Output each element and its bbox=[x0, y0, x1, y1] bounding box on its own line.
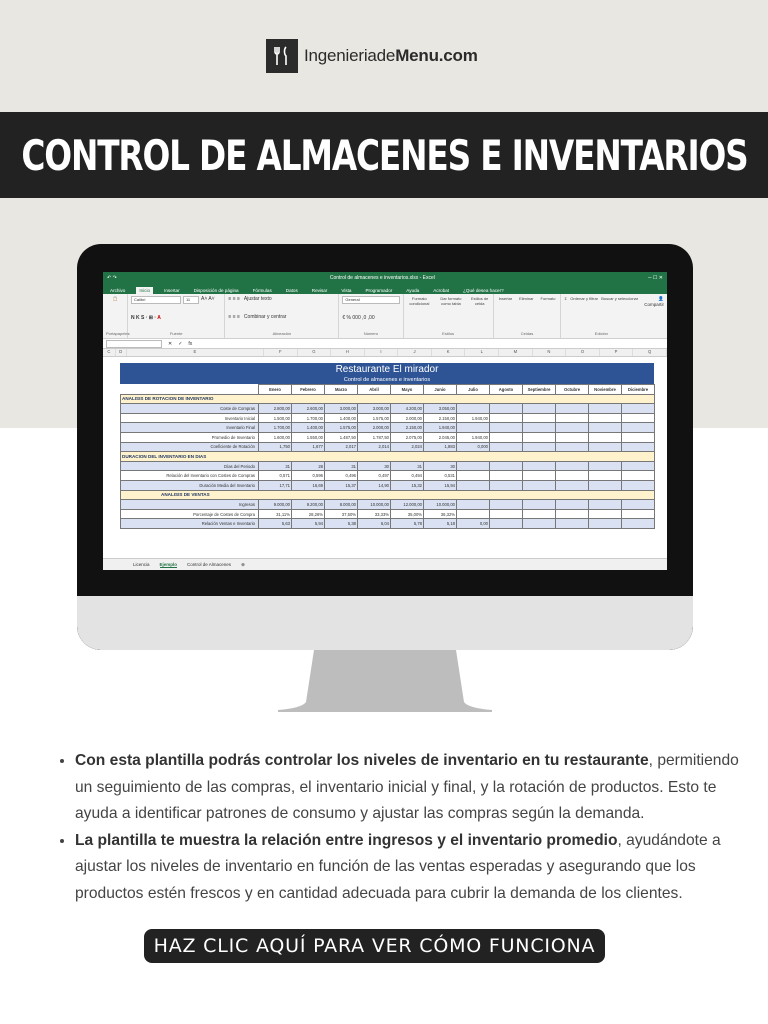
group-label: Portapapeles bbox=[106, 331, 130, 336]
value-cell[interactable]: 1.700,00 bbox=[259, 423, 292, 433]
undo-icon[interactable]: ↶ ↷ bbox=[107, 275, 117, 281]
group-clipboard bbox=[103, 294, 128, 338]
ribbon-tabs bbox=[103, 284, 667, 294]
logo-text bbox=[304, 46, 478, 66]
function-icon[interactable]: fx bbox=[188, 340, 193, 347]
table-row bbox=[121, 432, 655, 442]
value-cell[interactable]: 0,496 bbox=[325, 471, 358, 481]
value-cell[interactable] bbox=[490, 509, 523, 519]
value-cell[interactable] bbox=[556, 442, 589, 452]
name-box[interactable] bbox=[106, 340, 162, 348]
value-cell[interactable] bbox=[490, 461, 523, 471]
sheet-tab[interactable]: Control de Almacenes bbox=[187, 562, 232, 567]
value-cell[interactable] bbox=[556, 404, 589, 414]
value-cell[interactable]: 17,71 bbox=[259, 480, 292, 490]
value-cell[interactable]: 1.575,00 bbox=[325, 423, 358, 433]
value-cell[interactable] bbox=[622, 404, 655, 414]
value-cell[interactable] bbox=[622, 423, 655, 433]
group-cells bbox=[494, 294, 562, 338]
row-label[interactable]: Porcentaje de Costes de Compra bbox=[121, 509, 259, 519]
value-cell[interactable]: 1.487,50 bbox=[325, 432, 358, 442]
value-cell[interactable]: 35,00% bbox=[391, 509, 424, 519]
value-cell[interactable] bbox=[556, 500, 589, 510]
sheet-tab[interactable]: Licencia bbox=[133, 562, 150, 567]
tab-file[interactable]: Archivo bbox=[110, 288, 126, 293]
table-row bbox=[121, 413, 655, 423]
month-header[interactable]: Enero bbox=[259, 385, 292, 395]
value-cell[interactable] bbox=[556, 413, 589, 423]
month-header-row bbox=[121, 385, 655, 395]
month-header[interactable]: Julio bbox=[457, 385, 490, 395]
value-cell[interactable]: 3.050,00 bbox=[424, 404, 457, 414]
value-cell[interactable] bbox=[523, 519, 556, 529]
value-cell[interactable]: 1,750 bbox=[259, 442, 292, 452]
site-logo[interactable] bbox=[266, 38, 478, 74]
value-cell[interactable]: 5,78 bbox=[391, 519, 424, 529]
value-cell[interactable] bbox=[589, 461, 622, 471]
formula-bar[interactable] bbox=[103, 339, 667, 349]
section-title[interactable]: DURACION DEL INVENTARIO EN DIAS bbox=[121, 452, 655, 462]
find-select-button[interactable]: Buscar y seleccionar bbox=[601, 296, 639, 301]
column-header[interactable]: P bbox=[600, 349, 634, 356]
section-header-row bbox=[121, 452, 655, 462]
value-cell[interactable]: 0,571 bbox=[259, 471, 292, 481]
column-header[interactable]: G bbox=[298, 349, 332, 356]
bullet-bold: La plantilla te muestra la relación entre ingresos y el inventario promedio bbox=[75, 831, 618, 849]
value-cell[interactable]: 4.200,00 bbox=[391, 404, 424, 414]
value-cell[interactable] bbox=[589, 423, 622, 433]
value-cell[interactable]: 1.575,00 bbox=[358, 413, 391, 423]
value-cell[interactable]: 2.000,00 bbox=[391, 413, 424, 423]
column-header[interactable]: Q bbox=[633, 349, 667, 356]
value-cell[interactable]: 33,33% bbox=[358, 509, 391, 519]
value-cell[interactable] bbox=[622, 500, 655, 510]
value-cell[interactable]: 10.000,00 bbox=[358, 500, 391, 510]
column-header[interactable]: O bbox=[566, 349, 600, 356]
value-cell[interactable] bbox=[622, 480, 655, 490]
sort-filter-button[interactable]: Ordenar y filtrar bbox=[570, 296, 599, 301]
window-title: Control de almacenes e inventarios.xlsx - Excel bbox=[329, 275, 435, 281]
add-sheet-icon[interactable]: ⊕ bbox=[241, 561, 245, 567]
value-cell[interactable] bbox=[523, 442, 556, 452]
share-button[interactable] bbox=[641, 294, 667, 338]
tab-ribbon[interactable]: Inicio bbox=[136, 287, 153, 294]
format-table-button[interactable]: Dar formato como tabla bbox=[440, 296, 462, 306]
format-button[interactable]: Formato bbox=[540, 296, 556, 301]
value-cell[interactable] bbox=[490, 404, 523, 414]
column-header[interactable]: C bbox=[103, 349, 116, 356]
tab-ribbon[interactable]: Disposición de página bbox=[193, 288, 239, 293]
table-row bbox=[121, 500, 655, 510]
insert-button[interactable]: Insertar bbox=[498, 296, 513, 301]
table-row bbox=[121, 442, 655, 452]
value-cell[interactable]: 0,00 bbox=[457, 519, 490, 529]
cancel-icon[interactable]: ✕ bbox=[168, 340, 173, 347]
column-header[interactable]: E bbox=[127, 349, 264, 356]
column-header[interactable]: L bbox=[465, 349, 499, 356]
value-cell[interactable]: 2,014 bbox=[358, 442, 391, 452]
value-cell[interactable]: 5,94 bbox=[292, 519, 325, 529]
table-row bbox=[121, 423, 655, 433]
value-cell[interactable] bbox=[556, 423, 589, 433]
value-cell[interactable] bbox=[523, 413, 556, 423]
value-cell[interactable]: 31 bbox=[325, 461, 358, 471]
data-table bbox=[120, 384, 655, 529]
column-header[interactable]: N bbox=[533, 349, 567, 356]
table-row bbox=[121, 480, 655, 490]
value-cell[interactable]: 3.000,00 bbox=[325, 404, 358, 414]
value-cell[interactable] bbox=[523, 461, 556, 471]
column-header[interactable]: F bbox=[264, 349, 298, 356]
tab-ribbon[interactable]: Ayuda bbox=[406, 288, 420, 293]
value-cell[interactable] bbox=[622, 442, 655, 452]
value-cell[interactable] bbox=[490, 519, 523, 529]
value-cell[interactable]: 8.000,00 bbox=[325, 500, 358, 510]
value-cell[interactable] bbox=[523, 423, 556, 433]
cta-button[interactable]: HAZ CLIC AQUÍ PARA VER CÓMO FUNCIONA bbox=[144, 929, 605, 963]
column-header[interactable]: H bbox=[331, 349, 365, 356]
group-label: Estilos bbox=[442, 331, 454, 336]
month-header[interactable]: Diciembre bbox=[622, 385, 655, 395]
value-cell[interactable]: 0,497 bbox=[358, 471, 391, 481]
value-cell[interactable] bbox=[490, 471, 523, 481]
value-cell[interactable]: 2.800,00 bbox=[259, 404, 292, 414]
value-cell[interactable] bbox=[622, 471, 655, 481]
delete-button[interactable]: Eliminar bbox=[519, 296, 534, 301]
value-cell[interactable]: 16,69 bbox=[292, 480, 325, 490]
value-cell[interactable]: 6,04 bbox=[358, 519, 391, 529]
month-header[interactable]: Junio bbox=[424, 385, 457, 395]
month-header[interactable]: Abril bbox=[358, 385, 391, 395]
value-cell[interactable]: 0,596 bbox=[292, 471, 325, 481]
table-row bbox=[121, 509, 655, 519]
row-label[interactable]: Duración Media del Inventario bbox=[121, 480, 259, 490]
value-cell[interactable]: 5,63 bbox=[259, 519, 292, 529]
value-cell[interactable]: 30 bbox=[424, 461, 457, 471]
table-row bbox=[121, 461, 655, 471]
sheet-tabs bbox=[103, 558, 667, 570]
column-header[interactable]: I bbox=[365, 349, 399, 356]
row-label[interactable]: Inventario Inicial bbox=[121, 413, 259, 423]
confirm-icon[interactable]: ✓ bbox=[178, 340, 183, 347]
value-cell[interactable] bbox=[457, 500, 490, 510]
value-cell[interactable]: 1,677 bbox=[292, 442, 325, 452]
value-cell[interactable] bbox=[490, 423, 523, 433]
value-cell[interactable]: 2.000,00 bbox=[358, 423, 391, 433]
group-label: Fuente bbox=[169, 331, 183, 336]
value-cell[interactable] bbox=[556, 461, 589, 471]
row-label[interactable]: Relación del Inventario con Costes de Compras bbox=[121, 471, 259, 481]
row-label[interactable]: Días del Periodo bbox=[121, 461, 259, 471]
value-cell[interactable]: 5,38 bbox=[325, 519, 358, 529]
value-cell[interactable]: 10.000,00 bbox=[424, 500, 457, 510]
group-label: Número bbox=[363, 331, 379, 336]
bullet-item bbox=[75, 828, 745, 908]
value-cell[interactable] bbox=[589, 500, 622, 510]
value-cell[interactable] bbox=[556, 509, 589, 519]
value-cell[interactable]: 14,90 bbox=[358, 480, 391, 490]
share-label: Compartir bbox=[644, 302, 664, 307]
row-label[interactable]: Relación Ventas e Inventario bbox=[121, 519, 259, 529]
value-cell[interactable]: 2.075,00 bbox=[391, 432, 424, 442]
group-font bbox=[128, 294, 225, 338]
bullet-text: , ayudándote a ajustar los niveles de inventario en función de las ventas esperadas y asegurando que los productos estén frescos y en cantidad adecuada para cubrir la demanda de los clientes. bbox=[75, 831, 721, 902]
value-cell[interactable]: 1.400,00 bbox=[292, 423, 325, 433]
month-header[interactable]: Septiembre bbox=[523, 385, 556, 395]
value-cell[interactable] bbox=[556, 432, 589, 442]
value-cell[interactable]: 1.400,00 bbox=[325, 413, 358, 423]
section-header-row bbox=[121, 394, 655, 404]
excel-screen bbox=[103, 272, 667, 570]
value-cell[interactable] bbox=[523, 471, 556, 481]
tab-ribbon[interactable]: Vista bbox=[341, 288, 352, 293]
value-cell[interactable] bbox=[490, 480, 523, 490]
number-format-buttons[interactable]: € % 000 ,0 ,00 bbox=[342, 314, 375, 321]
row-label[interactable]: Ingresos bbox=[121, 500, 259, 510]
value-cell[interactable]: 2.150,00 bbox=[391, 423, 424, 433]
value-cell[interactable]: 28,26% bbox=[292, 509, 325, 519]
window-controls[interactable]: ─ ☐ ✕ bbox=[648, 275, 663, 281]
value-cell[interactable]: 0,000 bbox=[457, 442, 490, 452]
value-cell[interactable]: 1.550,00 bbox=[292, 432, 325, 442]
value-cell[interactable]: 9.000,00 bbox=[259, 500, 292, 510]
month-header[interactable]: Octubre bbox=[556, 385, 589, 395]
month-header[interactable]: Agosto bbox=[490, 385, 523, 395]
value-cell[interactable] bbox=[589, 413, 622, 423]
value-cell[interactable]: 31 bbox=[259, 461, 292, 471]
row-label[interactable]: Inventario Final bbox=[121, 423, 259, 433]
section-header-row bbox=[121, 490, 655, 500]
value-cell[interactable]: 1,883 bbox=[424, 442, 457, 452]
value-cell[interactable]: 15,94 bbox=[424, 480, 457, 490]
value-cell[interactable]: 2,017 bbox=[325, 442, 358, 452]
month-header[interactable]: Mayo bbox=[391, 385, 424, 395]
tab-ribbon[interactable]: Revisar bbox=[311, 288, 328, 293]
value-cell[interactable] bbox=[556, 471, 589, 481]
value-cell[interactable]: 2.045,00 bbox=[424, 432, 457, 442]
value-cell[interactable] bbox=[622, 432, 655, 442]
value-cell[interactable]: 12.000,00 bbox=[391, 500, 424, 510]
row-label[interactable]: Coste de Compras bbox=[121, 404, 259, 414]
sum-icon[interactable]: Σ bbox=[564, 296, 568, 301]
fork-knife-icon bbox=[266, 39, 298, 73]
value-cell[interactable]: 1.700,00 bbox=[292, 413, 325, 423]
value-cell[interactable] bbox=[622, 413, 655, 423]
value-cell[interactable] bbox=[490, 413, 523, 423]
section-title[interactable]: ANALISIS DE ROTACION DE INVENTARIO bbox=[121, 394, 655, 404]
value-cell[interactable] bbox=[589, 404, 622, 414]
value-cell[interactable] bbox=[457, 471, 490, 481]
value-cell[interactable]: 31 bbox=[391, 461, 424, 471]
monitor-stand bbox=[278, 650, 492, 712]
group-editing bbox=[561, 294, 641, 338]
logo-prefix: Ingenieriade bbox=[304, 46, 396, 65]
align-icon[interactable]: ≡ ≡ ≡ bbox=[228, 313, 240, 320]
column-header[interactable]: J bbox=[398, 349, 432, 356]
value-cell[interactable]: 1.940,00 bbox=[457, 413, 490, 423]
value-cell[interactable]: 5,18 bbox=[424, 519, 457, 529]
tab-ribbon[interactable]: Datos bbox=[285, 288, 298, 293]
value-cell[interactable]: 37,50% bbox=[325, 509, 358, 519]
value-cell[interactable]: 3.000,00 bbox=[358, 404, 391, 414]
value-cell[interactable] bbox=[457, 461, 490, 471]
group-styles bbox=[404, 294, 494, 338]
tab-ribbon[interactable]: Acrobat bbox=[433, 288, 450, 293]
value-cell[interactable] bbox=[622, 461, 655, 471]
value-cell[interactable]: 15,32 bbox=[391, 480, 424, 490]
page-title: CONTROL DE ALMACENES E INVENTARIOS bbox=[20, 130, 748, 180]
group-label: Alineación bbox=[272, 331, 292, 336]
value-cell[interactable]: 0,494 bbox=[391, 471, 424, 481]
monitor-chin bbox=[77, 596, 693, 650]
row-label[interactable]: Promedio de Inventario bbox=[121, 432, 259, 442]
table-row bbox=[121, 471, 655, 481]
excel-titlebar bbox=[103, 272, 667, 284]
group-alignment bbox=[225, 294, 339, 338]
value-cell[interactable] bbox=[589, 432, 622, 442]
value-cell[interactable] bbox=[457, 423, 490, 433]
value-cell[interactable] bbox=[523, 404, 556, 414]
font-size-select[interactable]: 11 bbox=[183, 296, 199, 304]
month-header[interactable]: Marzo bbox=[325, 385, 358, 395]
tab-ribbon[interactable]: ¿Qué desea hacer? bbox=[463, 288, 504, 293]
merge-button[interactable]: Combinar y centrar bbox=[243, 313, 287, 320]
monitor bbox=[77, 244, 693, 650]
value-cell[interactable]: 1.500,00 bbox=[259, 413, 292, 423]
logo-brand: Menu.com bbox=[395, 46, 478, 65]
bullet-list bbox=[57, 748, 745, 907]
cell-styles-button[interactable]: Estilos de celda bbox=[470, 296, 489, 306]
value-cell[interactable]: 2.600,00 bbox=[292, 404, 325, 414]
value-cell[interactable]: 28 bbox=[292, 461, 325, 471]
table-row bbox=[121, 404, 655, 414]
ribbon bbox=[103, 294, 667, 339]
corner-cell bbox=[121, 385, 259, 395]
spreadsheet bbox=[120, 363, 654, 529]
value-cell[interactable] bbox=[490, 442, 523, 452]
number-format-select[interactable]: General bbox=[342, 296, 399, 304]
value-cell[interactable] bbox=[523, 432, 556, 442]
value-cell[interactable] bbox=[457, 480, 490, 490]
value-cell[interactable] bbox=[523, 480, 556, 490]
value-cell[interactable]: 1.600,00 bbox=[259, 432, 292, 442]
sheet-title: Restaurante El mirador bbox=[120, 363, 654, 376]
value-cell[interactable] bbox=[457, 404, 490, 414]
value-cell[interactable]: 36,32% bbox=[424, 509, 457, 519]
column-header[interactable]: D bbox=[116, 349, 127, 356]
value-cell[interactable] bbox=[589, 480, 622, 490]
value-cell[interactable]: 2.150,00 bbox=[424, 413, 457, 423]
column-header[interactable]: M bbox=[499, 349, 533, 356]
sheet-tab[interactable]: Ejemplo bbox=[159, 561, 178, 567]
grow-font-icon[interactable]: A˄ A˅ bbox=[201, 296, 215, 302]
value-cell[interactable]: 1.940,00 bbox=[424, 423, 457, 433]
month-header[interactable]: Febrero bbox=[292, 385, 325, 395]
table-row bbox=[121, 519, 655, 529]
align-icon[interactable]: ≡ ≡ ≡ bbox=[228, 296, 240, 302]
value-cell[interactable] bbox=[523, 509, 556, 519]
month-header[interactable]: Noviembre bbox=[589, 385, 622, 395]
font-style-buttons[interactable]: N K S · ⊞ · A bbox=[131, 314, 161, 321]
value-cell[interactable]: 1.940,00 bbox=[457, 432, 490, 442]
title-banner bbox=[0, 112, 768, 198]
value-cell[interactable] bbox=[589, 442, 622, 452]
value-cell[interactable] bbox=[457, 509, 490, 519]
section-title[interactable]: ANALISIS DE VENTAS bbox=[121, 490, 655, 500]
value-cell[interactable] bbox=[589, 509, 622, 519]
value-cell[interactable] bbox=[589, 471, 622, 481]
group-number bbox=[339, 294, 403, 338]
value-cell[interactable] bbox=[490, 432, 523, 442]
value-cell[interactable]: 1.787,50 bbox=[358, 432, 391, 442]
tab-ribbon[interactable]: Insertar bbox=[164, 288, 180, 293]
value-cell[interactable] bbox=[622, 509, 655, 519]
group-label: Celdas bbox=[520, 331, 534, 336]
value-cell[interactable] bbox=[622, 519, 655, 529]
sheet-subtitle: Control de almacenes e inventarios bbox=[120, 376, 654, 384]
value-cell[interactable]: 0,531 bbox=[424, 471, 457, 481]
tab-ribbon[interactable]: Fórmulas bbox=[252, 288, 272, 293]
font-select[interactable]: Calibri bbox=[131, 296, 181, 304]
value-cell[interactable]: 30 bbox=[358, 461, 391, 471]
column-headers bbox=[103, 349, 667, 357]
value-cell[interactable]: 31,11% bbox=[259, 509, 292, 519]
paste-icon[interactable]: 📋 bbox=[112, 296, 118, 301]
value-cell[interactable] bbox=[556, 480, 589, 490]
value-cell[interactable]: 9.200,00 bbox=[292, 500, 325, 510]
column-header[interactable]: K bbox=[432, 349, 466, 356]
tab-ribbon[interactable]: Programador bbox=[365, 288, 393, 293]
group-label: Edición bbox=[594, 331, 608, 336]
bullet-bold: Con esta plantilla podrás controlar los niveles de inventario en tu restaurante bbox=[75, 752, 649, 769]
value-cell[interactable] bbox=[490, 500, 523, 510]
conditional-format-button[interactable]: Formato condicional bbox=[409, 296, 430, 306]
value-cell[interactable] bbox=[556, 519, 589, 529]
value-cell[interactable]: 2,024 bbox=[391, 442, 424, 452]
value-cell[interactable]: 15,37 bbox=[325, 480, 358, 490]
bullet-text: , permitiendo un seguimiento de las compras, el inventario inicial y final, y la rotación de productos. Esto te ayuda a identificar patrones de consumo y ajustar las compras según la demanda. bbox=[75, 752, 739, 822]
row-label[interactable]: Coeficiente de Rotación bbox=[121, 442, 259, 452]
value-cell[interactable] bbox=[523, 500, 556, 510]
value-cell[interactable] bbox=[589, 519, 622, 529]
share-icon: 👤 bbox=[658, 296, 664, 301]
bullet-item bbox=[75, 748, 745, 828]
wrap-text-button[interactable]: Ajustar texto bbox=[243, 296, 272, 302]
